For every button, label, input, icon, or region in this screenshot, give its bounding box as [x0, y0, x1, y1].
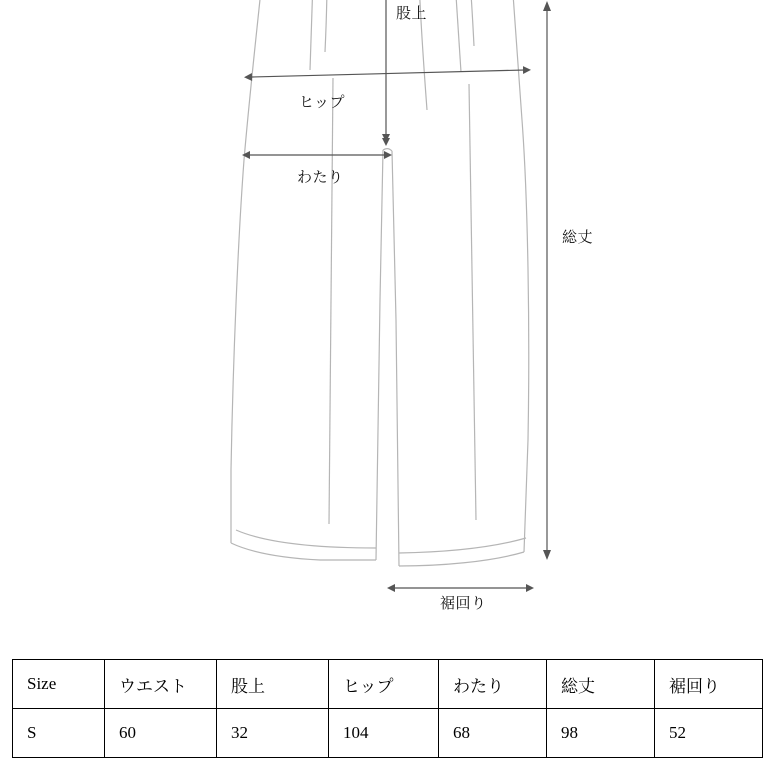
- label-rise: 股上: [396, 6, 428, 22]
- table-cell: 60: [105, 709, 217, 758]
- table-header-cell: 裾回り: [655, 660, 763, 709]
- table-header-row: [13, 660, 763, 709]
- size-table-container: [12, 659, 762, 758]
- table-header-cell: 総丈: [547, 660, 655, 709]
- label-hem: 裾回り: [440, 596, 487, 612]
- table-cell: 98: [547, 709, 655, 758]
- table-header-cell: ヒップ: [329, 660, 439, 709]
- table-cell: 52: [655, 709, 763, 758]
- label-total-length: 総丈: [562, 230, 594, 246]
- dimension-arrows: [250, 0, 551, 588]
- table-header-cell: ウエスト: [105, 660, 217, 709]
- table-header-cell: わたり: [439, 660, 547, 709]
- table-row: [13, 709, 763, 758]
- table-cell: 104: [329, 709, 439, 758]
- table-cell: 68: [439, 709, 547, 758]
- table-cell: 32: [217, 709, 329, 758]
- label-hip: ヒップ: [299, 95, 346, 111]
- pants-outline: [231, 0, 529, 566]
- table-header-cell: 股上: [217, 660, 329, 709]
- table-cell: S: [13, 709, 105, 758]
- size-table: [12, 659, 763, 758]
- table-header-cell: Size: [13, 660, 105, 709]
- label-thigh: わたり: [297, 170, 344, 186]
